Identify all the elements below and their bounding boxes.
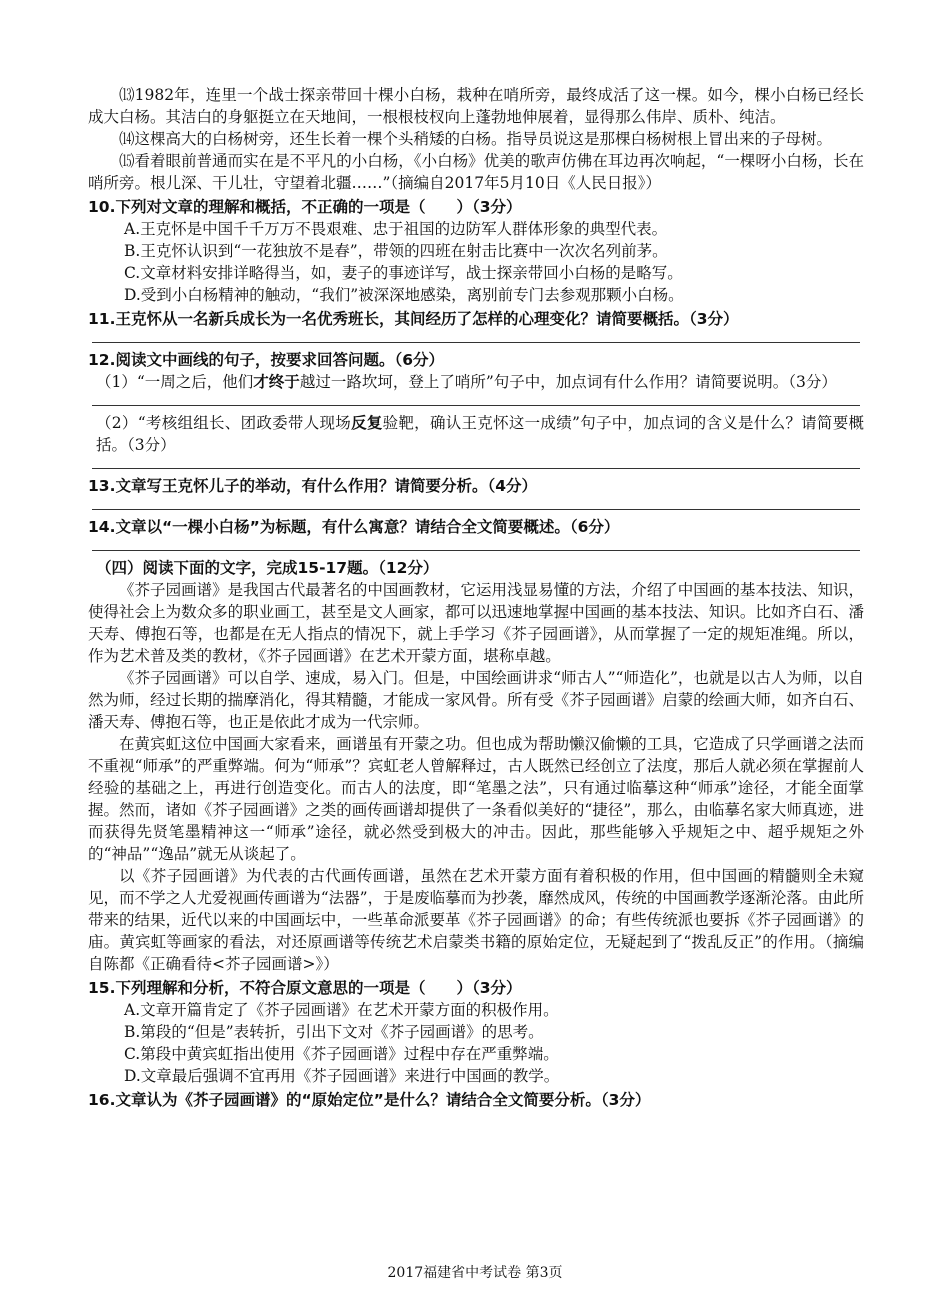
page-content — [88, 84, 864, 1111]
question-15-option-c: C.第段中黄宾虹指出使用《芥子园画谱》过程中存在严重弊端。 — [124, 1045, 559, 1063]
question-15-stem: 15.下列理解和分析，不符合原文意思的一项是（ ）（3分） — [88, 979, 522, 997]
question-13-stem: 13.文章写王克怀儿子的举动，有什么作用？请简要分析。（4分） — [88, 477, 537, 495]
section-4-heading: （四）阅读下面的文字，完成15-17题。（12分） — [96, 559, 439, 577]
question-10-option-c: C.文章材料安排详略得当，如，妻子的事迹详写，战士探亲带回小白杨的是略写。 — [124, 264, 683, 282]
section-4-paragraph-4: 以《芥子园画谱》为代表的古代画传画谱，虽然在艺术开蒙方面有着积极的作用，但中国画的精髓则全未窥见，而不学之人尤爱视画传画谱为“法器”，于是废临摹而为抄袭，靡然成风，传统的中国画教学逐渐沦落。由此所带来的结果，近代以来的中国画坛中，一些革命派要革《芥子园画谱》的命；有些传统派也要拆《芥子园画谱》的庙。黄宾虹等画家的看法，对还原画谱等传统艺术启蒙类书籍的原始定位，无疑起到了“拨乱反正”的作用。（摘编自陈都《正确看待<芥子园画谱>》） — [88, 867, 864, 973]
question-11 — [88, 308, 864, 343]
question-16-stem: 16.文章认为《芥子园画谱》的“原始定位”是什么？请结合全文简要分析。（3分） — [88, 1091, 651, 1109]
answer-line[interactable] — [92, 405, 860, 406]
question-10 — [88, 196, 864, 306]
question-15-option-a: A.文章开篇肯定了《芥子园画谱》在艺术开蒙方面的积极作用。 — [124, 1001, 559, 1019]
emphasized-word: 反复 — [351, 414, 383, 432]
answer-line[interactable] — [92, 509, 860, 510]
emphasized-word: 才终于 — [253, 373, 300, 391]
question-12-part-1: （1）“一周之后，他们才终于越过一路坎坷，登上了哨所”句子中，加点词有什么作用？请简要说明。（3分） — [96, 373, 837, 391]
question-13 — [88, 475, 864, 510]
question-14 — [88, 516, 864, 551]
question-16 — [88, 1089, 864, 1111]
passage-paragraph-13: ⒀1982年，连里一个战士探亲带回十棵小白杨，栽种在哨所旁，最终成活了这一棵。如今，棵小白杨已经长成大白杨。其洁白的身躯挺立在天地间，一根根枝杈向上蓬勃地伸展着，显得那么伟岸、质朴、纯洁。 — [88, 86, 864, 126]
question-12-part-2: （2）“考核组组长、团政委带人现场反复验靶，确认王克怀这一成绩”句子中，加点词的含义是什么？请简要概括。（3分） — [96, 414, 864, 454]
question-15-option-d: D.文章最后强调不宜再用《芥子园画谱》来进行中国画的教学。 — [124, 1067, 560, 1085]
question-15 — [88, 977, 864, 1087]
question-11-stem: 11.王克怀从一名新兵成长为一名优秀班长，其间经历了怎样的心理变化？请简要概括。（3分） — [88, 310, 739, 328]
section-4 — [88, 557, 864, 975]
question-12 — [88, 349, 864, 469]
passage-paragraph-14: ⒁这棵高大的白杨树旁，还生长着一棵个头稍矮的白杨。指导员说这是那棵白杨树根上冒出来的子母树。 — [119, 130, 833, 148]
section-4-paragraph-3: 在黄宾虹这位中国画大家看来，画谱虽有开蒙之功。但也成为帮助懒汉偷懒的工具，它造成了只学画谱之法而不重视“师承”的严重弊端。何为“师承”？宾虹老人曾解释过，古人既然已经创立了法度，那后人就必须在掌握前人经验的基础之上，再进行创造变化。而古人的法度，即“笔墨之法”，只有通过临摹这种“师承”途径，才能全面掌握。然而，诸如《芥子园画谱》之类的画传画谱却提供了一条看似美好的“捷径”，那么，由临摹名家大师真迹，进而获得先贤笔墨精神这一“师承”途径，就必然受到极大的冲击。因此，那些能够入乎规矩之中、超乎规矩之外的“神品”“逸品”就无从谈起了。 — [88, 735, 864, 863]
section-4-paragraph-2: 《芥子园画谱》可以自学、速成，易入门。但是，中国绘画讲求“师古人”“师造化”，也就是以古人为师，以自然为师，经过长期的揣摩消化，得其精髓，才能成一家风骨。所有受《芥子园画谱》启蒙的绘画大师，如齐白石、潘天寿、傅抱石等，也正是依此才成为一代宗师。 — [88, 669, 864, 731]
question-10-option-a: A.王克怀是中国千千万万不畏艰难、忠于祖国的边防军人群体形象的典型代表。 — [124, 220, 668, 238]
answer-line[interactable] — [92, 468, 860, 469]
question-12-stem: 12.阅读文中画线的句子，按要求回答问题。（6分） — [88, 351, 444, 369]
answer-line[interactable] — [92, 342, 860, 343]
question-14-stem: 14.文章以“一棵小白杨”为标题，有什么寓意？请结合全文简要概述。（6分） — [88, 518, 620, 536]
question-15-option-b: B.第段的“但是”表转折，引出下文对《芥子园画谱》的思考。 — [124, 1023, 544, 1041]
question-10-option-b: B.王克怀认识到“一花独放不是春”，带领的四班在射击比赛中一次次名列前茅。 — [124, 242, 668, 260]
passage-paragraph-15: ⒂看着眼前普通而实在是不平凡的小白杨，《小白杨》优美的歌声仿佛在耳边再次响起，“一棵呀小白杨，长在哨所旁。根儿深、干儿壮，守望着北疆……”（摘编自2017年5月10日《人民日报》） — [88, 152, 864, 192]
question-10-stem: 10.下列对文章的理解和概括，不正确的一项是（ ）（3分） — [88, 198, 522, 216]
answer-line[interactable] — [92, 550, 860, 551]
page-footer: 2017福建省中考试卷 第3页 — [387, 1265, 563, 1281]
section-4-paragraph-1: 《芥子园画谱》是我国古代最著名的中国画教材，它运用浅显易懂的方法，介绍了中国画的基本技法、知识，使得社会上为数众多的职业画工，甚至是文人画家，都可以迅速地掌握中国画的基本技法、知识。比如齐白石、潘天寿、傅抱石等，也都是在无人指点的情况下，就上手学习《芥子园画谱》，从而掌握了一定的规矩准绳。所以，作为艺术普及类的教材，《芥子园画谱》在艺术开蒙方面，堪称卓越。 — [88, 581, 864, 665]
question-10-option-d: D.受到小白杨精神的触动，“我们”被深深地感染，离别前专门去参观那颗小白杨。 — [124, 286, 684, 304]
